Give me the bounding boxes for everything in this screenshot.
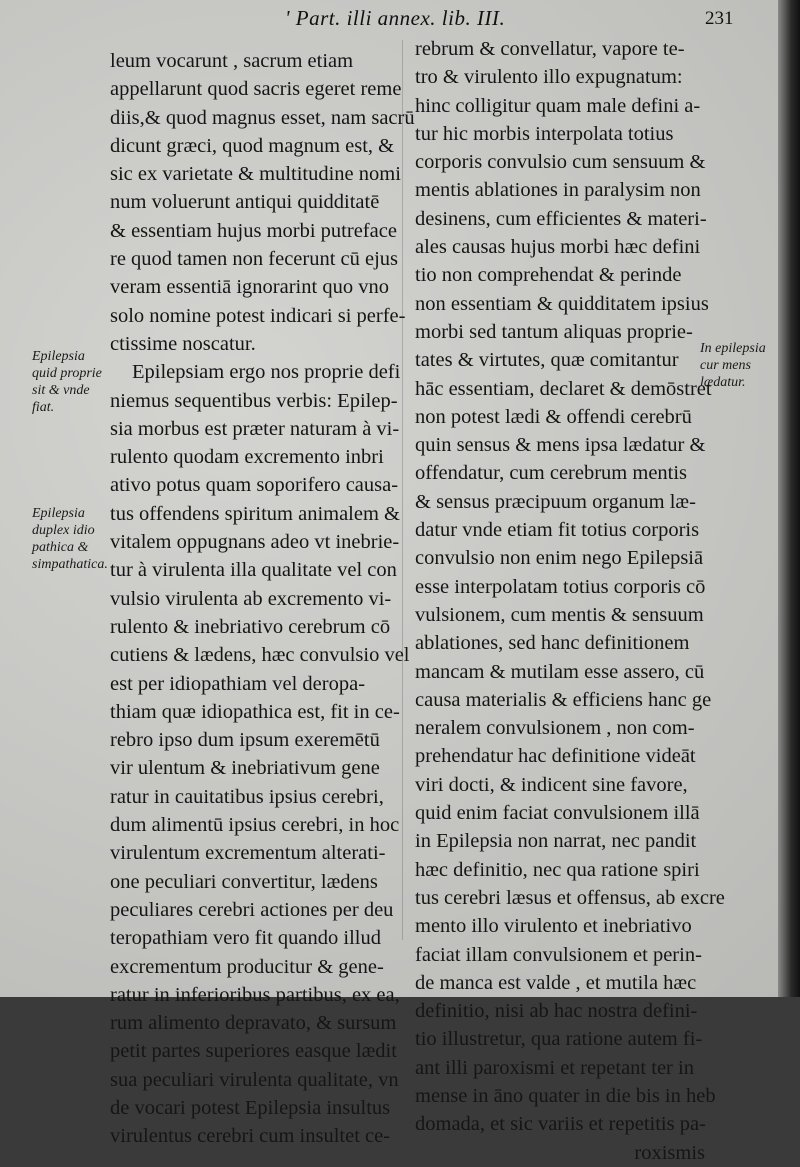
column-gutter — [402, 40, 403, 940]
text-line: corporis convulsio cum sensuum & — [415, 151, 706, 174]
text-line: peculiares cerebri actiones per deu — [110, 898, 394, 921]
text-line: vulsionem, cum mentis & sensuum — [415, 603, 704, 626]
text-line: de manca est valde , et mutila hæc — [415, 971, 697, 994]
text-line: non potest lædi & offendi cerebrū — [415, 405, 692, 428]
text-line: Epilepsiam ergo nos proprie defi — [132, 361, 401, 384]
text-line: dicunt græci, quod magnum est, & — [110, 134, 395, 157]
text-line: hinc colligitur quam male defini a- — [415, 94, 701, 117]
text-line: vulsio virulenta ab excremento vi- — [110, 587, 392, 610]
text-line: virulentus cerebri cum insultet ce- — [110, 1125, 391, 1148]
book-binding-edge — [778, 0, 800, 997]
text-line: solo nomine potest indicari si perfe- — [110, 304, 406, 327]
text-line: ales causas hujus morbi hæc defini — [415, 236, 701, 259]
text-line: excrementum producitur & gene- — [110, 955, 384, 978]
text-line: veram essentiā ignorarint quo vno — [110, 276, 389, 299]
text-line: tus offendens spiritum animalem & — [110, 502, 400, 525]
text-line: re quod tamen non fecerunt cū ejus — [110, 248, 399, 271]
text-line: petit partes superiores easque lædit — [110, 1040, 397, 1063]
text-line: sua peculiari virulenta qualitate, vn — [110, 1068, 399, 1091]
note-line: pathica & — [32, 540, 89, 555]
text-line: ratur in inferioribus partibus, ex ea, — [110, 983, 400, 1006]
text-line: tur à virulenta illa qualitate vel con — [110, 559, 397, 582]
text-line: quin sensus & mens ipsa lædatur & — [415, 434, 706, 457]
text-line: non essentiam & quidditatem ipsius — [415, 292, 709, 315]
text-line: desinens, cum efficientes & materi- — [415, 207, 707, 230]
text-line: num voluerunt antiqui quidditatē — [110, 191, 380, 214]
text-line: datur vnde etiam fit totius corporis — [415, 519, 700, 542]
text-line: appellarunt quod sacris egeret reme — [110, 78, 402, 101]
text-line: tates & virtutes, quæ comitantur — [415, 349, 679, 372]
text-line: hāc essentiam, declaret & demōstret — [415, 377, 712, 400]
text-line: prehendatur hac definitione videāt — [415, 745, 696, 768]
right-text-column — [415, 35, 725, 1167]
text-line: rum alimento depravato, & sursum — [110, 1012, 397, 1035]
text-line: tio illustretur, qua ratione autem fi- — [415, 1028, 703, 1051]
text-line: leum vocarunt , sacrum etiam — [110, 50, 354, 72]
text-line: mense in āno quater in die bis in heb — [415, 1084, 716, 1107]
note-line: fiat. — [32, 400, 55, 415]
left-text-column — [110, 47, 415, 1151]
text-line: hæc definitio, nec qua ratione spiri — [415, 858, 700, 881]
text-line: tro & virulento illo expugnatum: — [415, 66, 683, 89]
note-line: In epilepsia — [700, 341, 766, 356]
running-title: ' Part. illi annex. lib. III. — [285, 6, 506, 30]
text-line: virulentum excrementum alterati- — [110, 842, 386, 865]
text-line: in Epilepsia non narrat, nec pandit — [415, 830, 697, 853]
text-line: quid enim faciat convulsionem illā — [415, 802, 700, 825]
text-line: domada, et sic variis et repetitis pa- — [415, 1113, 706, 1136]
text-line: ablationes, sed hanc definitionem — [415, 632, 690, 655]
text-line: mentis ablationes in paralysim non — [415, 179, 701, 202]
text-line: ant illi paroxismi et repetant ter in — [415, 1056, 694, 1079]
text-line: vitalem oppugnans adeo vt inebrie- — [110, 531, 400, 554]
text-line: ratur in cauitatibus ipsius cerebri, — [110, 785, 384, 808]
note-line: Epilepsia — [32, 506, 85, 521]
note-line: cur mens — [700, 358, 751, 373]
text-line: rulento & inebriativo cerebrum cō — [110, 615, 391, 638]
page-number: 231 — [705, 8, 734, 29]
text-line: tur hic morbis interpolata totius — [415, 122, 674, 145]
note-line: lædatur. — [700, 375, 746, 390]
text-line: causa materialis & efficiens hanc ge — [415, 688, 712, 711]
text-line: sia morbus est præter naturam à vi- — [110, 417, 400, 440]
text-line: convulsio non enim nego Epilepsiā — [415, 547, 704, 570]
text-line: esse interpolatam totius corporis cō — [415, 575, 706, 598]
text-line: vir ulentum & inebriativum gene — [110, 757, 380, 780]
text-line: ativo potus quam soporifero causa- — [110, 474, 399, 497]
margin-note-epilepsia-definition — [32, 348, 102, 416]
text-line: teropathiam vero fit quando illud — [110, 927, 381, 950]
text-line: sic ex varietate & multitudine nomi — [110, 163, 401, 186]
text-line: morbi sed tantum aliquas proprie- — [415, 320, 693, 343]
text-line: definitio, nisi ab hac nostra defini- — [415, 1000, 698, 1023]
text-line: de vocari potest Epilepsia insultus — [110, 1096, 391, 1119]
text-line: ctissime noscatur. — [110, 332, 256, 355]
text-line: dum alimentū ipsius cerebri, in hoc — [110, 814, 400, 837]
text-line: mancam & mutilam esse assero, cū — [415, 660, 705, 683]
note-line: duplex idio — [32, 523, 95, 538]
note-line: simpathatica. — [32, 557, 108, 572]
text-line: one peculiari convertitur, lædens — [110, 870, 378, 893]
text-line: viri docti, & indicent sine favore, — [415, 773, 688, 796]
note-line: sit & vnde — [32, 383, 90, 398]
note-line: Epilepsia — [32, 349, 85, 364]
text-line: thiam quæ idiopathica est, fit in ce- — [110, 700, 400, 723]
text-line: rebrum & convellatur, vapore te- — [415, 38, 685, 60]
text-line: est per idiopathiam vel deropa- — [110, 672, 366, 695]
text-line: rebro ipso dum ipsum exeremētū — [110, 729, 380, 752]
text-line: roxismis — [634, 1141, 705, 1164]
text-line: offendatur, cum cerebrum mentis — [415, 462, 688, 485]
margin-note-epilepsia-duplex — [32, 505, 108, 573]
text-line: niemus sequentibus verbis: Epilep- — [110, 389, 398, 412]
text-line: neralem convulsionem , non com- — [415, 717, 695, 740]
text-line: tio non comprehendat & perinde — [415, 264, 682, 287]
margin-note-mens-laedatur — [700, 340, 766, 391]
text-line: faciat illam convulsionem et perin- — [415, 943, 702, 966]
text-line: diis,& quod magnus esset, nam sacrū — [110, 106, 415, 129]
text-line: & essentiam hujus morbi putreface — [110, 219, 397, 242]
text-line: & sensus præcipuum organum læ- — [415, 490, 696, 513]
text-line: mento illo virulento et inebriativo — [415, 915, 692, 938]
text-line: cutiens & lædens, hæc convulsio vel — [110, 644, 410, 667]
text-line: rulento quodam excremento inbri — [110, 446, 384, 469]
text-line: tus cerebri læsus et offensus, ab excre — [415, 886, 725, 909]
note-line: quid proprie — [32, 366, 102, 381]
